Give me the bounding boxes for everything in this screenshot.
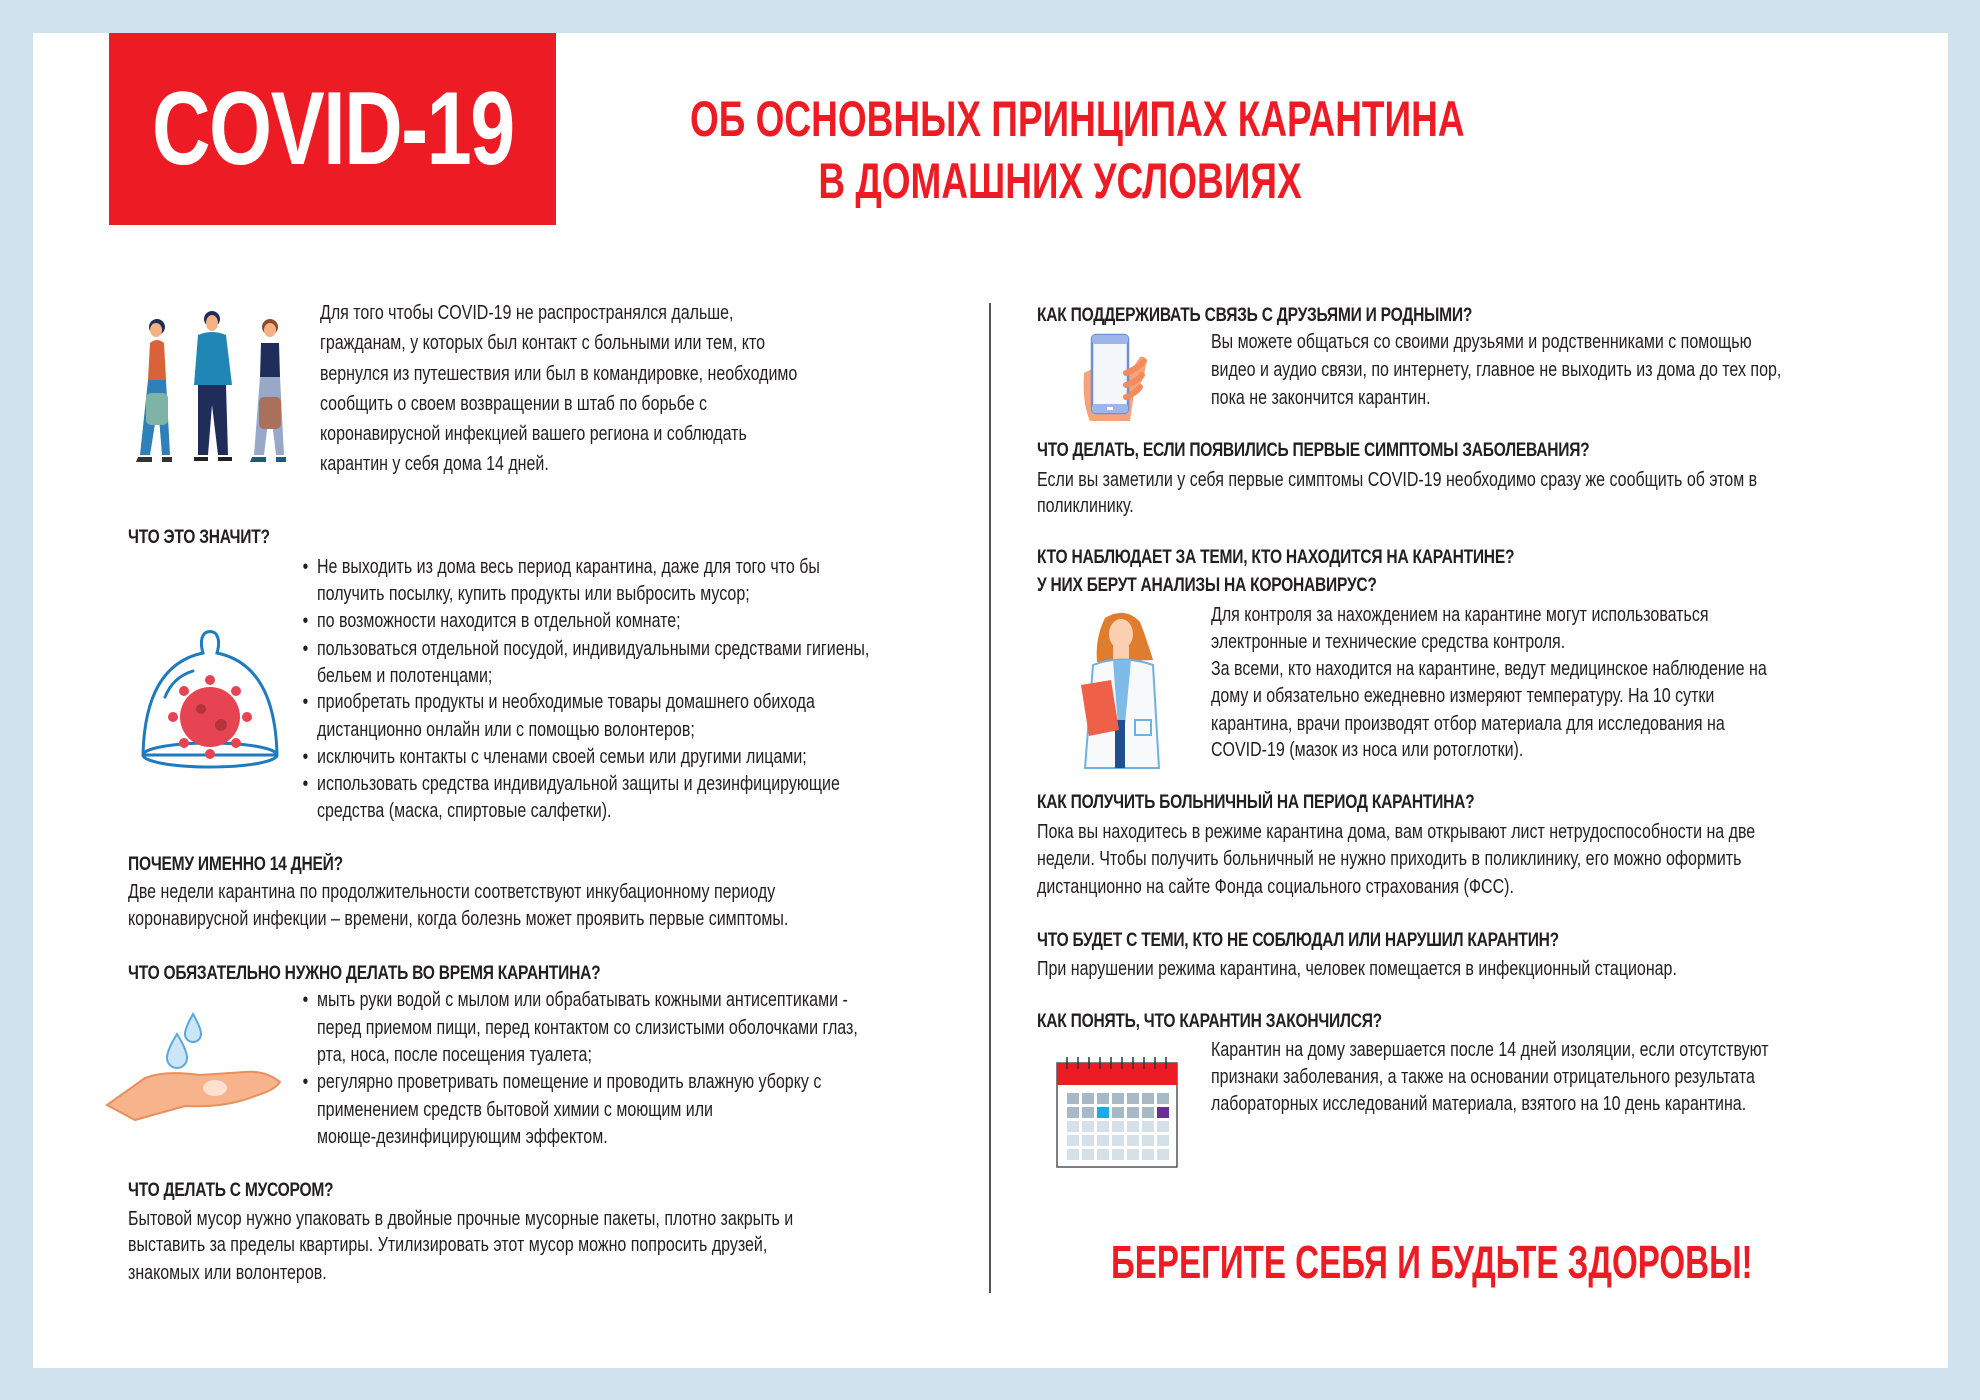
bullet-continuation: дистанционно онлайн или с помощью волонтеров; — [317, 719, 695, 741]
people-with-backpacks-icon — [120, 305, 305, 475]
text-line: карантина, врачи производят отбор материала для исследования на — [1211, 713, 1725, 735]
calendar-day-cell — [1157, 1121, 1169, 1132]
text-line: COVID-19 (мазок из носа или ротоглотки). — [1211, 739, 1524, 761]
bullet-item: • мыть руки водой с мылом или обрабатывать кожными антисептиками - — [317, 988, 848, 1012]
intro-line: карантин у себя дома 14 дней. — [320, 453, 549, 475]
calendar-day-cell — [1127, 1135, 1139, 1146]
badge-text: COVID-19 — [151, 71, 514, 187]
calendar-day-cell — [1142, 1107, 1154, 1118]
bullet-item: • пользоваться отдельной посудой, индивидуальными средствами гигиены, — [317, 637, 869, 661]
bullet-continuation: применением средств бытовой химии с моющим или — [317, 1099, 713, 1121]
covid-badge — [109, 33, 556, 225]
calendar-day-cell — [1097, 1107, 1109, 1118]
section-heading: ЧТО ОБЯЗАТЕЛЬНО НУЖНО ДЕЛАТЬ ВО ВРЕМЯ КАРАНТИНА? — [128, 963, 601, 984]
calendar-day-cell — [1157, 1135, 1169, 1146]
column-divider — [989, 303, 991, 1293]
calendar-day-cell — [1112, 1107, 1124, 1118]
intro-line: вернулся из путешествия или был в командировке, необходимо — [320, 363, 798, 385]
bullet-item: • исключить контакты с членами своей семьи или другими лицами; — [317, 745, 807, 769]
bullet-item: • Не выходить из дома весь период карантина, даже для того что бы — [317, 555, 820, 579]
calendar-day-cell — [1082, 1121, 1094, 1132]
text-line: лабораторных исследований материала, взятого на 10 день карантина. — [1211, 1093, 1747, 1115]
calendar-day-cell — [1157, 1149, 1169, 1160]
calendar-day-cell — [1157, 1107, 1169, 1118]
text-line: Бытовой мусор нужно упаковать в двойные прочные мусорные пакеты, плотно закрыть и — [128, 1208, 794, 1230]
text-line: коронавирусной инфекции – времени, когда болезнь может проявить первые симптомы. — [128, 908, 789, 930]
bullet-continuation: перед приемом пищи, перед контактом со слизистыми оболочками глаз, — [317, 1017, 858, 1039]
calendar-day-cell — [1067, 1135, 1079, 1146]
section-heading: КТО НАБЛЮДАЕТ ЗА ТЕМИ, КТО НАХОДИТСЯ НА КАРАНТИНЕ? — [1037, 547, 1515, 568]
text-line: видео и аудио связи, по интернету, главное не выходить из дома до тех пор, — [1211, 359, 1782, 381]
bullet-continuation: рта, носа, после посещения туалета; — [317, 1044, 592, 1066]
section-heading: КАК ПОДДЕРЖИВАТЬ СВЯЗЬ С ДРУЗЬЯМИ И РОДНЫМИ? — [1037, 305, 1473, 326]
calendar-day-cell — [1112, 1135, 1124, 1146]
section-heading: КАК ПОЛУЧИТЬ БОЛЬНИЧНЫЙ НА ПЕРИОД КАРАНТИНА? — [1037, 792, 1475, 813]
bullet-item: • по возможности находится в отдельной комнате; — [317, 609, 681, 633]
text-line: За всеми, кто находится на карантине, ведут медицинское наблюдение на — [1211, 658, 1767, 680]
section-heading: ЧТО ДЕЛАТЬ, ЕСЛИ ПОЯВИЛИСЬ ПЕРВЫЕ СИМПТОМЫ ЗАБОЛЕВАНИЯ? — [1037, 440, 1590, 461]
bullet-continuation: бельем и полотенцами; — [317, 665, 493, 687]
calendar-day-cell — [1082, 1149, 1094, 1160]
calendar-day-cell — [1082, 1135, 1094, 1146]
text-line: пока не закончится карантин. — [1211, 387, 1431, 409]
calendar-day-cell — [1127, 1107, 1139, 1118]
text-line: При нарушении режима карантина, человек помещается в инфекционный стационар. — [1037, 958, 1677, 980]
calendar-day-cell — [1112, 1093, 1124, 1104]
calendar-day-cell — [1067, 1107, 1079, 1118]
calendar-day-cell — [1097, 1121, 1109, 1132]
bullet-item: • использовать средства индивидуальной защиты и дезинфицирующие — [317, 772, 840, 796]
calendar-day-cell — [1067, 1093, 1079, 1104]
hand-holding-phone-icon — [1082, 333, 1152, 423]
text-line: Пока вы находитесь в режиме карантина дома, вам открывают лист нетрудоспособности на две — [1037, 821, 1756, 843]
intro-line: Для того чтобы COVID-19 не распространялся дальше, — [320, 302, 734, 324]
section-heading: КАК ПОНЯТЬ, ЧТО КАРАНТИН ЗАКОНЧИЛСЯ? — [1037, 1011, 1382, 1032]
calendar-day-cell — [1142, 1121, 1154, 1132]
calendar-day-cell — [1082, 1093, 1094, 1104]
intro-line: сообщить о своем возвращении в штаб по борьбе с — [320, 393, 708, 415]
calendar-day-cell — [1142, 1135, 1154, 1146]
hand-with-water-drops-icon — [105, 1010, 295, 1120]
calendar-day-cell — [1127, 1093, 1139, 1104]
calendar-day-cell — [1127, 1149, 1139, 1160]
text-line: электронные и технические средства контроля. — [1211, 631, 1566, 653]
bullet-item: • приобретать продукты и необходимые товары домашнего обихода — [317, 690, 815, 714]
section-heading: ЧТО ДЕЛАТЬ С МУСОРОМ? — [128, 1180, 334, 1201]
calendar-day-cell — [1067, 1121, 1079, 1132]
calendar-day-cell — [1097, 1093, 1109, 1104]
title-line-2: В ДОМАШНИХ УСЛОВИЯХ — [818, 153, 1302, 209]
text-line: дистанционно на сайте Фонда социального страхования (ФСС). — [1037, 876, 1514, 898]
section-heading: ЧТО БУДЕТ С ТЕМИ, КТО НЕ СОБЛЮДАЛ ИЛИ НАРУШИЛ КАРАНТИН? — [1037, 930, 1559, 951]
text-line: знакомых или волонтеров. — [128, 1262, 327, 1284]
bullet-item: • регулярно проветривать помещение и проводить влажную уборку с — [317, 1070, 821, 1094]
text-line: Вы можете общаться со своими друзьями и родственниками с помощью — [1211, 331, 1752, 353]
calendar-day-cell — [1067, 1149, 1079, 1160]
text-line: недели. Чтобы получить больничный не нужно приходить в поликлинику, его можно оформить — [1037, 848, 1742, 870]
text-line: Для контроля за нахождением на карантине могут использоваться — [1211, 604, 1709, 626]
section-heading: ПОЧЕМУ ИМЕННО 14 ДНЕЙ? — [128, 854, 343, 875]
text-line: Если вы заметили у себя первые симптомы COVID-19 необходимо сразу же сообщить об этом в — [1037, 469, 1758, 491]
page-title — [560, 88, 1560, 212]
doctor-with-clipboard-icon — [1075, 610, 1165, 770]
calendar-day-cell — [1142, 1093, 1154, 1104]
calendar-day-cell — [1112, 1149, 1124, 1160]
bullet-continuation: моюще-дезинфицирующим эффектом. — [317, 1126, 608, 1148]
calendar-day-cell — [1127, 1121, 1139, 1132]
calendar-day-cell — [1097, 1135, 1109, 1146]
text-line: Карантин на дому завершается после 14 дней изоляции, если отсутствуют — [1211, 1039, 1769, 1061]
section-heading: ЧТО ЭТО ЗНАЧИТ? — [128, 527, 270, 548]
calendar-icon — [1055, 1055, 1180, 1170]
section-heading: У НИХ БЕРУТ АНАЛИЗЫ НА КОРОНАВИРУС? — [1037, 575, 1377, 596]
text-line: дому и обязательно ежедневно измеряют температуру. На 10 сутки — [1211, 685, 1715, 707]
virus-under-dome-icon — [135, 625, 285, 770]
text-line: выставить за пределы квартиры. Утилизировать этот мусор можно попросить друзей, — [128, 1234, 768, 1256]
calendar-day-cell — [1082, 1107, 1094, 1118]
calendar-day-cell — [1157, 1093, 1169, 1104]
bullet-continuation: получить посылку, купить продукты или выбросить мусор; — [317, 583, 750, 605]
calendar-day-cell — [1097, 1149, 1109, 1160]
intro-line: коронавирусной инфекцией вашего региона и соблюдать — [320, 423, 747, 445]
text-line: Две недели карантина по продолжительности соответствуют инкубационному периоду — [128, 881, 776, 903]
intro-line: гражданам, у которых был контакт с больными или тем, кто — [320, 332, 765, 354]
bullet-continuation: средства (маска, спиртовые салфетки). — [317, 800, 612, 822]
calendar-day-cell — [1112, 1121, 1124, 1132]
calendar-day-cell — [1142, 1149, 1154, 1160]
title-line-1: ОБ ОСНОВНЫХ ПРИНЦИПАХ КАРАНТИНА — [690, 91, 1465, 147]
text-line: поликлинику. — [1037, 495, 1134, 517]
text-line: признаки заболевания, а также на основании отрицательного результата — [1211, 1066, 1755, 1088]
closing-slogan: БЕРЕГИТЕ СЕБЯ И БУДЬТЕ ЗДОРОВЫ! — [1111, 1236, 1753, 1288]
